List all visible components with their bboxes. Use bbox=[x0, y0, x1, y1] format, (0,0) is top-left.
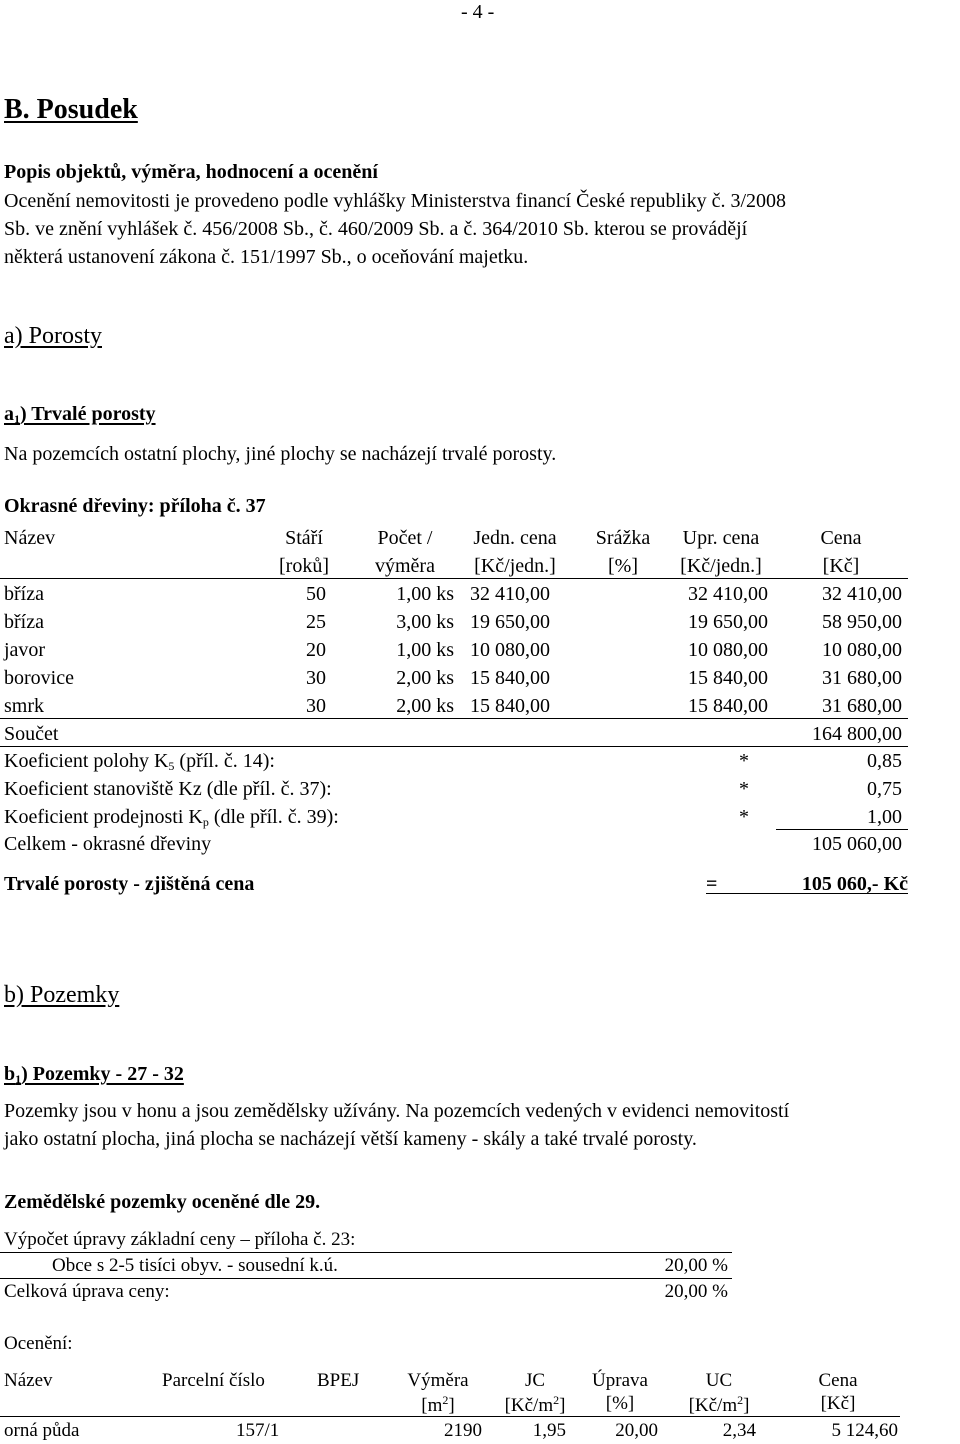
pozemky-header-rule bbox=[0, 1416, 900, 1417]
column-header-cena: Cena bbox=[820, 527, 862, 549]
pozemky-heading: b) Pozemky bbox=[4, 982, 120, 1008]
column-header-nazev: Název bbox=[4, 527, 56, 549]
pozemky-description-line: jako ostatní plocha, jiná plocha se nacházejí větší kameny - skály a také trvalé porosty. bbox=[4, 1128, 697, 1150]
multiply-sign: * bbox=[739, 806, 749, 828]
coef-stanoviste-value: 0,75 bbox=[867, 778, 902, 800]
multiply-sign: * bbox=[739, 750, 749, 772]
row-price: 10 080,00 bbox=[822, 639, 902, 661]
sum-value: 164 800,00 bbox=[812, 723, 902, 745]
row-age: 25 bbox=[306, 611, 326, 633]
coef-stanoviste-label: Koeficient stanoviště Kz (dle příl. č. 37): bbox=[4, 778, 332, 800]
row-adj-price: 32 410,00 bbox=[688, 583, 768, 605]
final-price-rule bbox=[706, 893, 908, 894]
row-count: 1,00 ks bbox=[396, 639, 454, 661]
trvale-porosty-heading: $a_1$) Trvalé porosty bbox=[4, 403, 156, 426]
column-header-nazev: Název bbox=[4, 1370, 53, 1391]
row-age: 30 bbox=[306, 695, 326, 717]
row-parcel: 157/1 bbox=[236, 1420, 280, 1441]
column-header-upr-cena: Upr. cena bbox=[682, 527, 760, 549]
sum-label: Součet bbox=[4, 723, 59, 745]
coef-polohy-value: 0,85 bbox=[867, 750, 902, 772]
adjustment-total-value: 20,00 % bbox=[664, 1281, 728, 1302]
row-unit-price: 15 840,00 bbox=[470, 667, 550, 689]
column-header-pocet: Počet / bbox=[377, 527, 433, 549]
row-cena: 5 124,60 bbox=[831, 1420, 898, 1441]
intro-heading: Popis objektů, výměra, hodnocení a ocenění bbox=[4, 161, 378, 183]
row-area: 2190 bbox=[444, 1420, 482, 1441]
final-price-equals: = bbox=[706, 873, 718, 895]
row-name: borovice bbox=[4, 667, 74, 689]
row-adj-price: 15 840,00 bbox=[688, 695, 768, 717]
column-header-jedn-cena-unit: [Kč/jedn.] bbox=[474, 555, 556, 577]
adjustment-row-value: 20,00 % bbox=[664, 1255, 728, 1276]
sum-rule bbox=[0, 746, 908, 747]
adjustment-row-rule bbox=[0, 1278, 732, 1279]
row-age: 20 bbox=[306, 639, 326, 661]
row-adj-price: 15 840,00 bbox=[688, 667, 768, 689]
column-header-uprava-unit: [%] bbox=[605, 1393, 635, 1414]
row-count: 1,00 ks bbox=[396, 583, 454, 605]
column-header-pocet-unit: výměra bbox=[375, 555, 435, 577]
column-header-bpej: BPEJ bbox=[317, 1370, 360, 1391]
multiply-sign: * bbox=[739, 778, 749, 800]
final-price-value: 105 060,- Kč bbox=[801, 873, 908, 895]
column-header-cena-unit: [Kč] bbox=[820, 1393, 856, 1414]
column-header-jc-unit: $[Kč/m^2]$ bbox=[504, 1393, 566, 1416]
row-name: javor bbox=[4, 639, 46, 661]
row-unit-price: 10 080,00 bbox=[470, 639, 550, 661]
intro-line: Ocenění nemovitosti je provedeno podle vyhlášky Ministerstva financí České republiky č. 3/2008 bbox=[4, 190, 787, 212]
row-count: 2,00 ks bbox=[396, 695, 454, 717]
section-title: B. Posudek bbox=[4, 94, 138, 125]
row-jc: 1,95 bbox=[532, 1420, 566, 1441]
porosty-description: Na pozemcích ostatní plochy, jiné plochy se nacházejí trvalé porosty. bbox=[4, 443, 557, 465]
row-adj-price: 19 650,00 bbox=[688, 611, 768, 633]
row-count: 2,00 ks bbox=[396, 667, 454, 689]
column-header-uc: UC bbox=[705, 1370, 733, 1391]
column-header-vymera: Výměra bbox=[407, 1370, 469, 1391]
oceneni-label: Ocenění: bbox=[4, 1333, 73, 1354]
row-name: bříza bbox=[4, 583, 44, 605]
row-age: 30 bbox=[306, 667, 326, 689]
total-value: 105 060,00 bbox=[812, 833, 902, 855]
adjustment-title-rule bbox=[0, 1252, 732, 1253]
pozemky-sub-heading: $b_1$) Pozemky - 27 - 32 bbox=[4, 1063, 184, 1086]
intro-line: Sb. ve znění vyhlášek č. 456/2008 Sb., č. 460/2009 Sb. a č. 364/2010 Sb. kterou se provádějí bbox=[4, 218, 748, 240]
pozemky-description-line: Pozemky jsou v honu a jsou zemědělsky užívány. Na pozemcích vedených v evidenci nemovitostí bbox=[4, 1100, 790, 1122]
column-header-cena: Cena bbox=[818, 1370, 858, 1391]
adjustment-row-label: Obce s 2-5 tisíci obyv. - sousední k.ú. bbox=[52, 1255, 338, 1276]
column-header-jedn-cena: Jedn. cena bbox=[473, 527, 557, 549]
row-price: 31 680,00 bbox=[822, 667, 902, 689]
table-header-rule bbox=[0, 578, 908, 579]
column-header-jc: JC bbox=[524, 1370, 546, 1391]
adjustment-title: Výpočet úpravy základní ceny – příloha č. 23: bbox=[4, 1229, 356, 1250]
column-header-srazka: Srážka bbox=[595, 527, 651, 549]
row-unit-price: 19 650,00 bbox=[470, 611, 550, 633]
coef-prodejnosti-label: Koeficient prodejnosti $K_p$ (dle příl. č. 39): bbox=[4, 806, 339, 829]
coef-prodejnosti-value: 1,00 bbox=[867, 806, 902, 828]
row-name: orná půda bbox=[4, 1420, 80, 1441]
row-price: 58 950,00 bbox=[822, 611, 902, 633]
row-name: smrk bbox=[4, 695, 44, 717]
row-uprava: 20,00 bbox=[615, 1420, 658, 1441]
column-header-upr-cena-unit: [Kč/jedn.] bbox=[680, 555, 762, 577]
column-header-srazka-unit: [%] bbox=[608, 555, 638, 577]
row-unit-price: 15 840,00 bbox=[470, 695, 550, 717]
okrasne-dreviny-title: Okrasné dřeviny: příloha č. 37 bbox=[4, 495, 266, 517]
column-header-uc-unit: $[Kč/m^2]$ bbox=[688, 1393, 750, 1416]
row-unit-price: 32 410,00 bbox=[470, 583, 550, 605]
page-number: - 4 - bbox=[461, 1, 495, 23]
final-price-label: Trvalé porosty - zjištěná cena bbox=[4, 873, 255, 895]
intro-line: některá ustanovení zákona č. 151/1997 Sb., o oceňování majetku. bbox=[4, 246, 529, 268]
row-uc: 2,34 bbox=[722, 1420, 756, 1441]
total-rule bbox=[776, 829, 908, 830]
column-header-vymera-unit: $[m^2]$ bbox=[421, 1393, 455, 1416]
row-count: 3,00 ks bbox=[396, 611, 454, 633]
row-age: 50 bbox=[306, 583, 326, 605]
column-header-cena-unit: [Kč] bbox=[822, 555, 860, 577]
zemedelske-pozemky-heading: Zemědělské pozemky oceněné dle 29. bbox=[4, 1191, 321, 1213]
column-header-stari: Stáří bbox=[285, 527, 323, 549]
column-header-parcela: Parcelní číslo bbox=[162, 1370, 265, 1391]
column-header-stari-unit: [roků] bbox=[279, 555, 329, 577]
column-header-uprava: Úprava bbox=[592, 1370, 648, 1391]
row-adj-price: 10 080,00 bbox=[688, 639, 768, 661]
row-price: 31 680,00 bbox=[822, 695, 902, 717]
coef-polohy-label: Koeficient polohy $K_5$ (příl. č. 14): bbox=[4, 750, 275, 773]
total-label: Celkem - okrasné dřeviny bbox=[4, 833, 212, 855]
porosty-heading: a) Porosty bbox=[4, 323, 102, 349]
adjustment-total-label: Celková úprava ceny: bbox=[4, 1281, 170, 1302]
row-price: 32 410,00 bbox=[822, 583, 902, 605]
rows-bottom-rule bbox=[0, 718, 908, 719]
row-name: bříza bbox=[4, 611, 44, 633]
